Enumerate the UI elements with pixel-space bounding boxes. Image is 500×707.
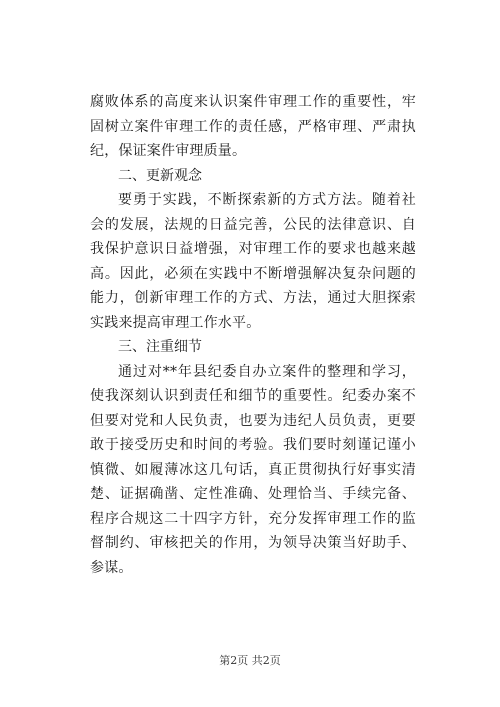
- page-footer: [0, 652, 500, 668]
- document-body: [90, 90, 416, 580]
- section-heading: 三、注重细节: [118, 339, 202, 355]
- body-paragraph: 通过对**年县纪委自办立案件的整理和学习，使我深刻认识到责任和细节的重要性。纪委办案不但要对党和人民负责，也要为违纪人员负责，更要敢于接受历史和时间的考验。我们要时刻谨记谨小慎微、如履薄冰这几句话，真正贯彻执行好事实清楚、证据确凿、定性准确、处理恰当、手续完备、程序合规这二十四字方针，充分发挥审理工作的监督制约、审核把关的作用，为领导决策当好助手、参谋。: [90, 363, 416, 576]
- body-paragraph: 腐败体系的高度来认识案件审理工作的重要性，牢固树立案件审理工作的责任感，严格审理、严肃执纪，保证案件审理质量。: [90, 94, 416, 159]
- section-heading: 二、更新观念: [118, 167, 202, 184]
- body-paragraph: 要勇于实践，不断探索新的方式方法。随着社会的发展，法规的日益完善，公民的法律意识、自我保护意识日益增强，对审理工作的要求也越来越高。因此，必须在实践中不断增强解决复杂问题的能力，创新审理工作的方式、方法，通过大胆探索实践来提高审理工作水平。: [90, 192, 416, 331]
- page-number-label: 第2页 共2页: [219, 654, 281, 667]
